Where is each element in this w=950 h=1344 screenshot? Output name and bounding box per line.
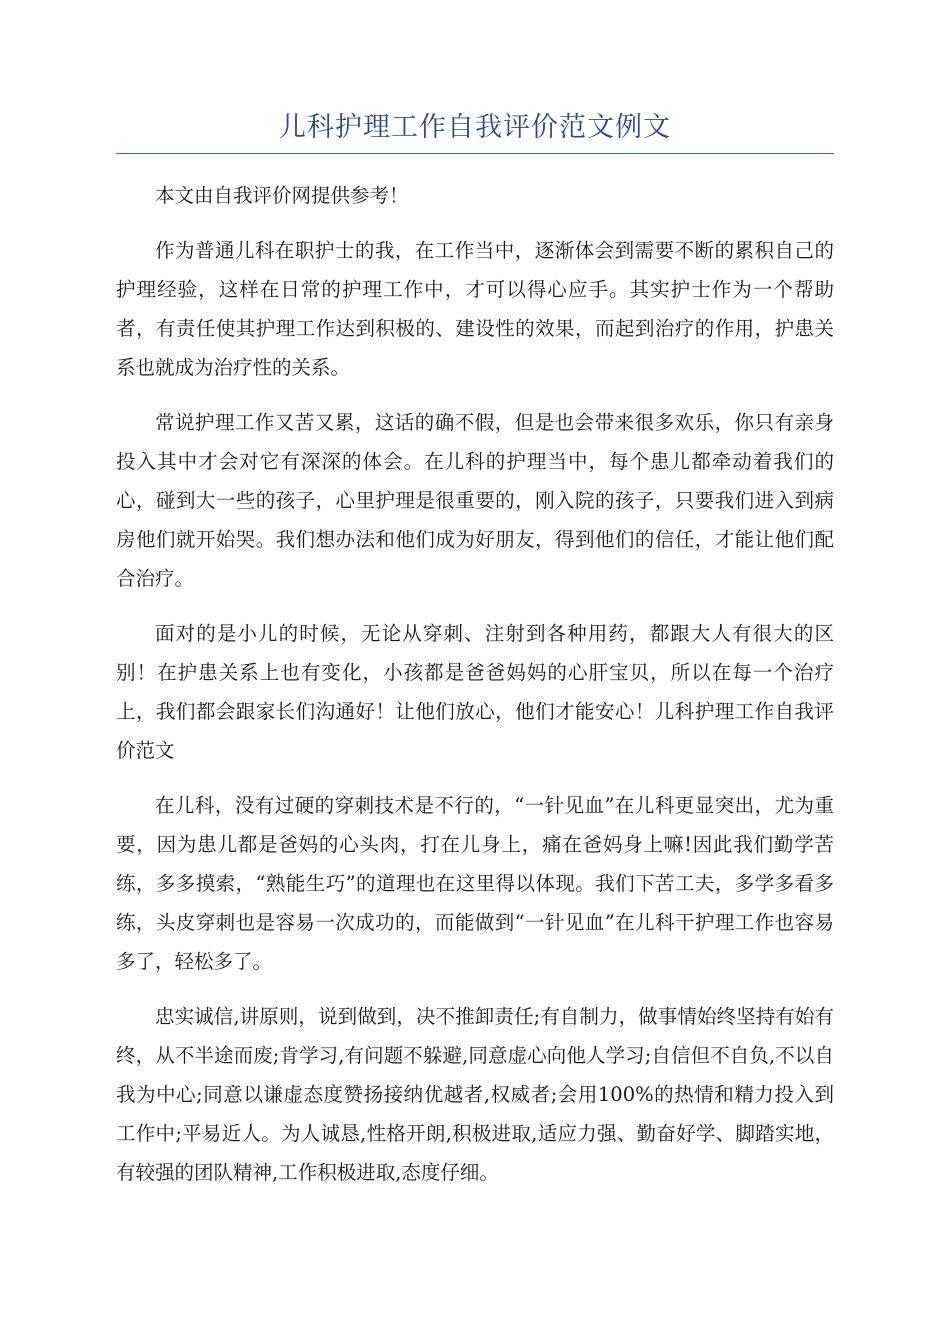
paragraph-intro: 本文由自我评价网提供参考！ <box>155 184 409 207</box>
document-body <box>116 176 834 1208</box>
paragraph-2: 常说护理工作又苦又累，这话的确不假，但是也会带来很多欢乐，你只有亲身投入其中才会对它有深深的体会。在儿科的护理当中，每个患儿都牵动着我们的心，碰到大一些的孩子，心里护理是很重要的，刚入院的孩子，只要我们进入到病房他们就开始哭。我们想办法和他们成为好朋友，得到他们的信任，才能让他们配合治疗。 <box>116 411 834 590</box>
paragraph-1: 作为普通儿科在职护士的我，在工作当中，逐渐体会到需要不断的累积自己的护理经验，这样在日常的护理工作中，才可以得心应手。其实护士作为一个帮助者，有责任使其护理工作达到积极的、建设性的效果，而起到治疗的作用，护患关系也就成为治疗性的关系。 <box>116 239 834 379</box>
paragraph-4: 在儿科，没有过硬的穿刺技术是不行的，“一针见血”在儿科更显突出，尤为重要，因为患儿都是爸妈的心头肉，打在儿身上，痛在爸妈身上嘛!因此我们勤学苦练，多多摸索，“熟能生巧”的道理也在这里得以体现。我们下苦工夫，多学多看多练，头皮穿刺也是容易一次成功的，而能做到“一针见血”在儿科干护理工作也容易多了，轻松多了。 <box>116 794 834 973</box>
document-title: 儿科护理工作自我评价范文例文 <box>279 112 671 143</box>
paragraph-5: 忠实诚信,讲原则，说到做到，决不推卸责任;有自制力，做事情始终坚持有始有终，从不半途而废;肯学习,有问题不躲避,同意虚心向他人学习;自信但不自负,不以自我为中心;同意以谦虚态度赞扬接纳优越者,权威者;会用100%的热情和精力投入到工作中;平易近人。为人诚恳,性格开朗,积极进取,适应力强、勤奋好学、脚踏实地，有较强的团队精神,工作积极进取,态度仔细。 <box>116 1005 834 1184</box>
title-underline <box>116 153 834 154</box>
paragraph-3: 面对的是小儿的时候，无论从穿刺、注射到各种用药，都跟大人有很大的区别！在护患关系上也有变化，小孩都是爸爸妈妈的心肝宝贝，所以在每一个治疗上，我们都会跟家长们沟通好！让他们放心，他们才能安心！儿科护理工作自我评价范文 <box>116 622 834 762</box>
